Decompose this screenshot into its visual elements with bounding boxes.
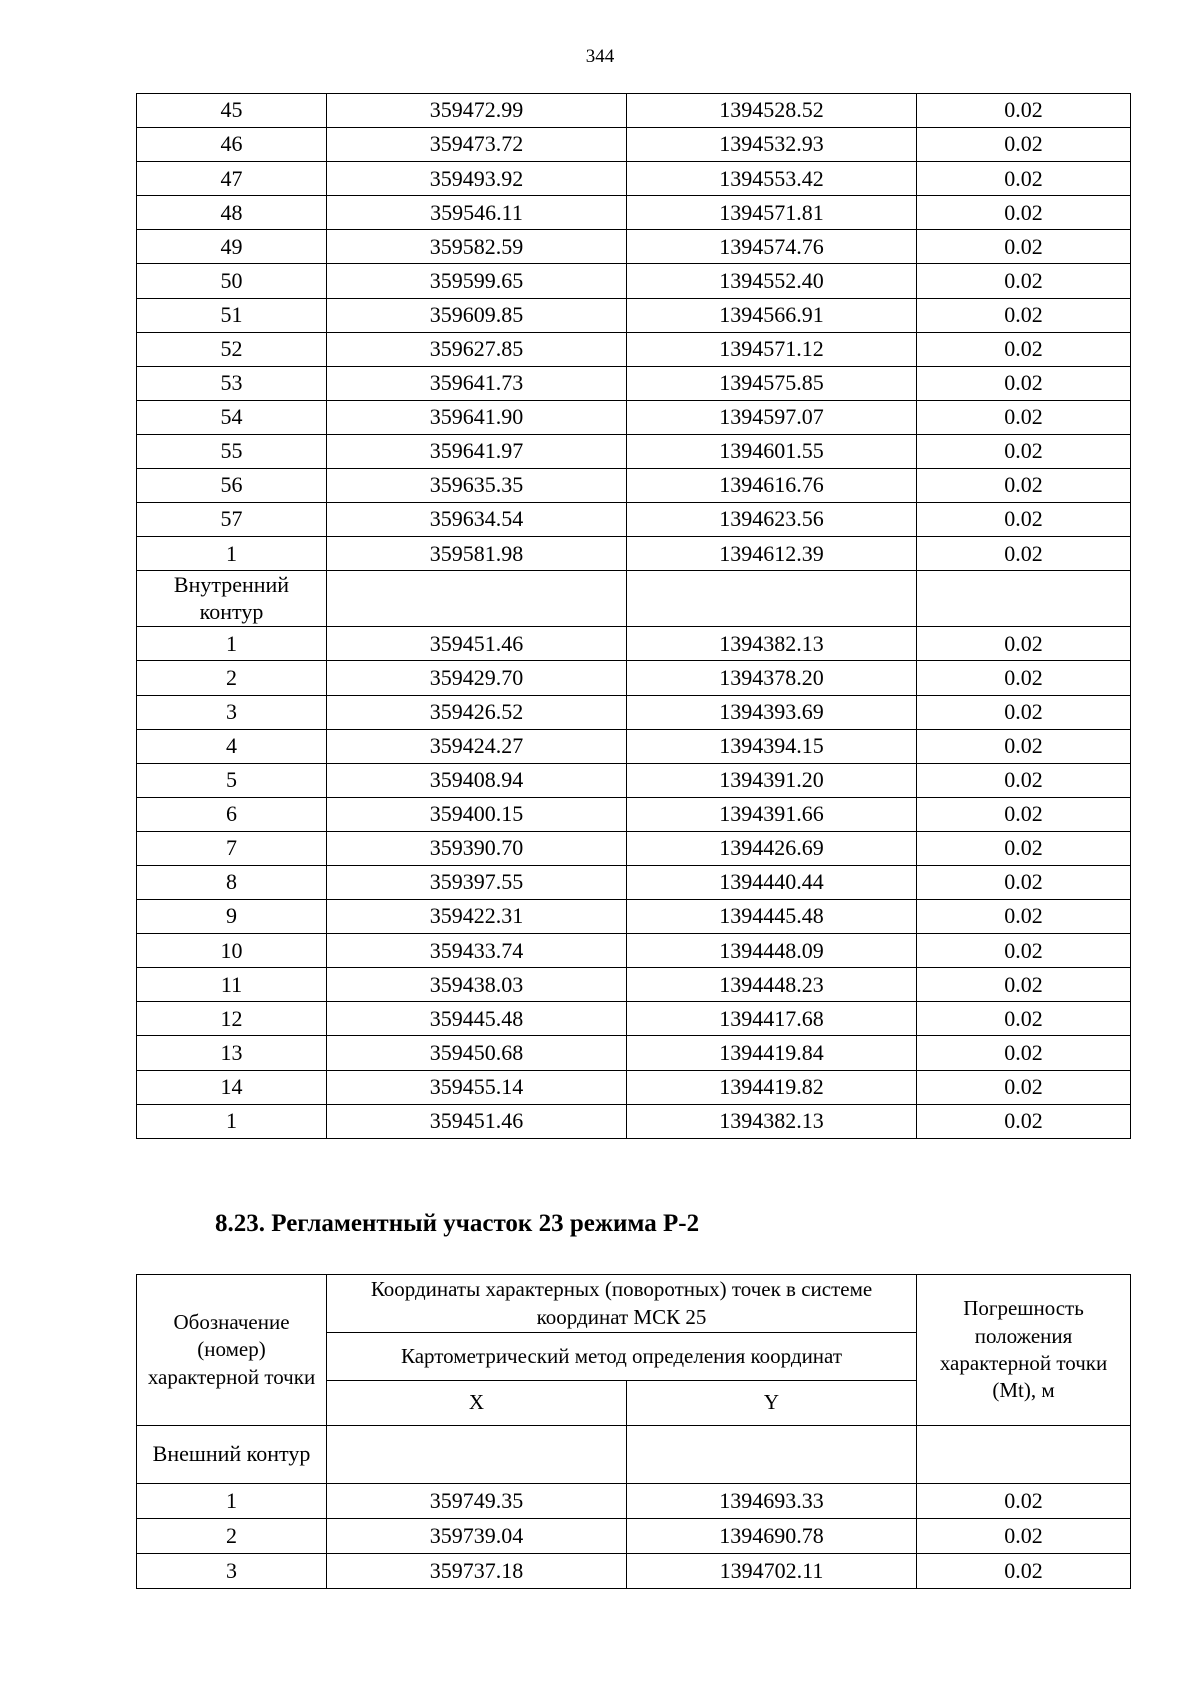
x-coordinate: 359599.65 bbox=[327, 264, 627, 298]
x-coordinate: 359582.59 bbox=[327, 230, 627, 264]
table-row bbox=[137, 264, 1131, 298]
y-coordinate: 1394597.07 bbox=[627, 400, 917, 434]
y-coordinate: 1394382.13 bbox=[627, 627, 917, 661]
contour-row bbox=[137, 1426, 1131, 1484]
table-row bbox=[137, 1002, 1131, 1036]
x-coordinate: 359635.35 bbox=[327, 469, 627, 503]
x-coordinate: 359546.11 bbox=[327, 196, 627, 230]
table-row bbox=[137, 1554, 1131, 1589]
x-coordinate: 359450.68 bbox=[327, 1036, 627, 1070]
point-number: 12 bbox=[137, 1002, 327, 1036]
table-row bbox=[137, 865, 1131, 899]
table-row bbox=[137, 1484, 1131, 1519]
x-coordinate: 359438.03 bbox=[327, 968, 627, 1002]
table-row bbox=[137, 503, 1131, 537]
table-row bbox=[137, 434, 1131, 468]
table-row bbox=[137, 900, 1131, 934]
point-number: 57 bbox=[137, 503, 327, 537]
table-row bbox=[137, 94, 1131, 128]
empty-cell bbox=[327, 1426, 627, 1484]
outer-contour-section bbox=[137, 1426, 1131, 1484]
table-row bbox=[137, 537, 1131, 571]
coordinates-table-continued bbox=[136, 93, 1131, 1139]
accuracy-value: 0.02 bbox=[917, 797, 1131, 831]
x-coordinate: 359749.35 bbox=[327, 1484, 627, 1519]
table-row bbox=[137, 128, 1131, 162]
table-row bbox=[137, 1070, 1131, 1104]
empty-cell bbox=[917, 571, 1131, 627]
point-number: 3 bbox=[137, 695, 327, 729]
x-coordinate: 359472.99 bbox=[327, 94, 627, 128]
header-row bbox=[137, 1275, 1131, 1333]
accuracy-value: 0.02 bbox=[917, 1484, 1131, 1519]
point-number: 8 bbox=[137, 865, 327, 899]
accuracy-value: 0.02 bbox=[917, 763, 1131, 797]
point-number: 6 bbox=[137, 797, 327, 831]
point-number: 11 bbox=[137, 968, 327, 1002]
y-coordinate: 1394532.93 bbox=[627, 128, 917, 162]
y-coordinate: 1394448.09 bbox=[627, 934, 917, 968]
x-coordinate: 359433.74 bbox=[327, 934, 627, 968]
accuracy-value: 0.02 bbox=[917, 366, 1131, 400]
y-coordinate: 1394553.42 bbox=[627, 162, 917, 196]
table-row bbox=[137, 230, 1131, 264]
x-coordinate: 359737.18 bbox=[327, 1554, 627, 1589]
point-number: 54 bbox=[137, 400, 327, 434]
y-coordinate: 1394393.69 bbox=[627, 695, 917, 729]
x-coordinate: 359445.48 bbox=[327, 1002, 627, 1036]
x-coordinate: 359397.55 bbox=[327, 865, 627, 899]
contour-row bbox=[137, 571, 1131, 627]
point-number: 13 bbox=[137, 1036, 327, 1070]
designation-header: Обозначение (номер) характерной точки bbox=[137, 1275, 327, 1426]
point-number: 51 bbox=[137, 298, 327, 332]
accuracy-value: 0.02 bbox=[917, 695, 1131, 729]
table-row bbox=[137, 1104, 1131, 1138]
table-row bbox=[137, 763, 1131, 797]
y-coordinate: 1394690.78 bbox=[627, 1519, 917, 1554]
accuracy-value: 0.02 bbox=[917, 94, 1131, 128]
point-number: 2 bbox=[137, 1519, 327, 1554]
accuracy-value: 0.02 bbox=[917, 831, 1131, 865]
x-coordinate: 359424.27 bbox=[327, 729, 627, 763]
accuracy-value: 0.02 bbox=[917, 230, 1131, 264]
y-coordinate: 1394601.55 bbox=[627, 434, 917, 468]
accuracy-value: 0.02 bbox=[917, 128, 1131, 162]
y-coordinate: 1394528.52 bbox=[627, 94, 917, 128]
x-coordinate: 359390.70 bbox=[327, 831, 627, 865]
point-number: 1 bbox=[137, 1104, 327, 1138]
accuracy-value: 0.02 bbox=[917, 298, 1131, 332]
accuracy-value: 0.02 bbox=[917, 627, 1131, 661]
y-coordinate: 1394574.76 bbox=[627, 230, 917, 264]
x-coordinate: 359408.94 bbox=[327, 763, 627, 797]
y-coordinate: 1394575.85 bbox=[627, 366, 917, 400]
y-coordinate: 1394445.48 bbox=[627, 900, 917, 934]
table-row bbox=[137, 695, 1131, 729]
accuracy-value: 0.02 bbox=[917, 503, 1131, 537]
table-row bbox=[137, 196, 1131, 230]
point-number: 55 bbox=[137, 434, 327, 468]
point-number: 9 bbox=[137, 900, 327, 934]
outer-contour-label: Внешний контур bbox=[137, 1426, 327, 1484]
table-row bbox=[137, 332, 1131, 366]
y-coordinate: 1394394.15 bbox=[627, 729, 917, 763]
x-coordinate: 359641.97 bbox=[327, 434, 627, 468]
table-row bbox=[137, 831, 1131, 865]
point-number: 2 bbox=[137, 661, 327, 695]
table-row bbox=[137, 1519, 1131, 1554]
x-coordinate: 359609.85 bbox=[327, 298, 627, 332]
table-row bbox=[137, 797, 1131, 831]
x-coordinate: 359426.52 bbox=[327, 695, 627, 729]
accuracy-value: 0.02 bbox=[917, 1554, 1131, 1589]
accuracy-value: 0.02 bbox=[917, 900, 1131, 934]
x-coordinate: 359451.46 bbox=[327, 1104, 627, 1138]
y-coordinate: 1394382.13 bbox=[627, 1104, 917, 1138]
accuracy-value: 0.02 bbox=[917, 934, 1131, 968]
y-coordinate: 1394419.82 bbox=[627, 1070, 917, 1104]
accuracy-value: 0.02 bbox=[917, 332, 1131, 366]
table-row bbox=[137, 661, 1131, 695]
table-row bbox=[137, 366, 1131, 400]
point-number: 48 bbox=[137, 196, 327, 230]
accuracy-value: 0.02 bbox=[917, 196, 1131, 230]
outer-contour-rows bbox=[137, 94, 1131, 571]
x-coordinate: 359473.72 bbox=[327, 128, 627, 162]
empty-cell bbox=[327, 571, 627, 627]
table-row bbox=[137, 1036, 1131, 1070]
accuracy-value: 0.02 bbox=[917, 1002, 1131, 1036]
point-number: 46 bbox=[137, 128, 327, 162]
y-coordinate: 1394616.76 bbox=[627, 469, 917, 503]
accuracy-value: 0.02 bbox=[917, 162, 1131, 196]
point-number: 50 bbox=[137, 264, 327, 298]
x-coordinate: 359627.85 bbox=[327, 332, 627, 366]
y-coordinate: 1394378.20 bbox=[627, 661, 917, 695]
x-coordinate: 359455.14 bbox=[327, 1070, 627, 1104]
point-number: 1 bbox=[137, 537, 327, 571]
point-number: 53 bbox=[137, 366, 327, 400]
accuracy-value: 0.02 bbox=[917, 469, 1131, 503]
x-coordinate: 359400.15 bbox=[327, 797, 627, 831]
accuracy-value: 0.02 bbox=[917, 264, 1131, 298]
x-coordinate: 359429.70 bbox=[327, 661, 627, 695]
accuracy-value: 0.02 bbox=[917, 1104, 1131, 1138]
table-row bbox=[137, 162, 1131, 196]
accuracy-value: 0.02 bbox=[917, 1036, 1131, 1070]
inner-contour-label: Внутренний контур bbox=[137, 571, 327, 627]
table-header bbox=[137, 1275, 1131, 1426]
accuracy-value: 0.02 bbox=[917, 729, 1131, 763]
x-coordinate: 359422.31 bbox=[327, 900, 627, 934]
coordinates-header: Координаты характерных (поворотных) точек в системе координат МСК 25 bbox=[327, 1275, 917, 1333]
y-coordinate: 1394426.69 bbox=[627, 831, 917, 865]
y-coordinate: 1394693.33 bbox=[627, 1484, 917, 1519]
accuracy-value: 0.02 bbox=[917, 537, 1131, 571]
point-number: 45 bbox=[137, 94, 327, 128]
point-number: 4 bbox=[137, 729, 327, 763]
point-number: 49 bbox=[137, 230, 327, 264]
page-number: 344 bbox=[585, 46, 615, 67]
method-header: Картометрический метод определения координат bbox=[327, 1333, 917, 1381]
outer-contour-rows bbox=[137, 1484, 1131, 1589]
y-coordinate: 1394417.68 bbox=[627, 1002, 917, 1036]
y-coordinate: 1394566.91 bbox=[627, 298, 917, 332]
inner-contour-rows bbox=[137, 627, 1131, 1138]
y-coordinate: 1394612.39 bbox=[627, 537, 917, 571]
y-coordinate: 1394571.12 bbox=[627, 332, 917, 366]
accuracy-value: 0.02 bbox=[917, 865, 1131, 899]
point-number: 1 bbox=[137, 627, 327, 661]
accuracy-value: 0.02 bbox=[917, 968, 1131, 1002]
point-number: 1 bbox=[137, 1484, 327, 1519]
point-number: 52 bbox=[137, 332, 327, 366]
x-coordinate: 359493.92 bbox=[327, 162, 627, 196]
x-header: X bbox=[327, 1381, 627, 1426]
x-coordinate: 359641.90 bbox=[327, 400, 627, 434]
y-coordinate: 1394391.20 bbox=[627, 763, 917, 797]
x-coordinate: 359451.46 bbox=[327, 627, 627, 661]
y-coordinate: 1394391.66 bbox=[627, 797, 917, 831]
point-number: 56 bbox=[137, 469, 327, 503]
y-coordinate: 1394552.40 bbox=[627, 264, 917, 298]
point-number: 47 bbox=[137, 162, 327, 196]
x-coordinate: 359641.73 bbox=[327, 366, 627, 400]
regulation-section-table bbox=[136, 1274, 1131, 1589]
y-coordinate: 1394623.56 bbox=[627, 503, 917, 537]
y-coordinate: 1394419.84 bbox=[627, 1036, 917, 1070]
accuracy-value: 0.02 bbox=[917, 661, 1131, 695]
empty-cell bbox=[917, 1426, 1131, 1484]
y-header: Y bbox=[627, 1381, 917, 1426]
table-row bbox=[137, 627, 1131, 661]
y-coordinate: 1394702.11 bbox=[627, 1554, 917, 1589]
point-number: 7 bbox=[137, 831, 327, 865]
table-row bbox=[137, 469, 1131, 503]
accuracy-value: 0.02 bbox=[917, 400, 1131, 434]
table-row bbox=[137, 934, 1131, 968]
point-number: 5 bbox=[137, 763, 327, 797]
accuracy-value: 0.02 bbox=[917, 1070, 1131, 1104]
table-row bbox=[137, 968, 1131, 1002]
point-number: 10 bbox=[137, 934, 327, 968]
accuracy-header: Погрешность положения характерной точки (Mt), м bbox=[917, 1275, 1131, 1426]
y-coordinate: 1394571.81 bbox=[627, 196, 917, 230]
table-row bbox=[137, 729, 1131, 763]
empty-cell bbox=[627, 1426, 917, 1484]
table-row bbox=[137, 298, 1131, 332]
accuracy-value: 0.02 bbox=[917, 1519, 1131, 1554]
empty-cell bbox=[627, 571, 917, 627]
accuracy-value: 0.02 bbox=[917, 434, 1131, 468]
y-coordinate: 1394448.23 bbox=[627, 968, 917, 1002]
point-number: 3 bbox=[137, 1554, 327, 1589]
table-row bbox=[137, 400, 1131, 434]
y-coordinate: 1394440.44 bbox=[627, 865, 917, 899]
inner-contour-section bbox=[137, 571, 1131, 627]
section-heading: 8.23. Регламентный участок 23 режима Р-2 bbox=[215, 1210, 700, 1237]
x-coordinate: 359634.54 bbox=[327, 503, 627, 537]
point-number: 14 bbox=[137, 1070, 327, 1104]
x-coordinate: 359739.04 bbox=[327, 1519, 627, 1554]
x-coordinate: 359581.98 bbox=[327, 537, 627, 571]
